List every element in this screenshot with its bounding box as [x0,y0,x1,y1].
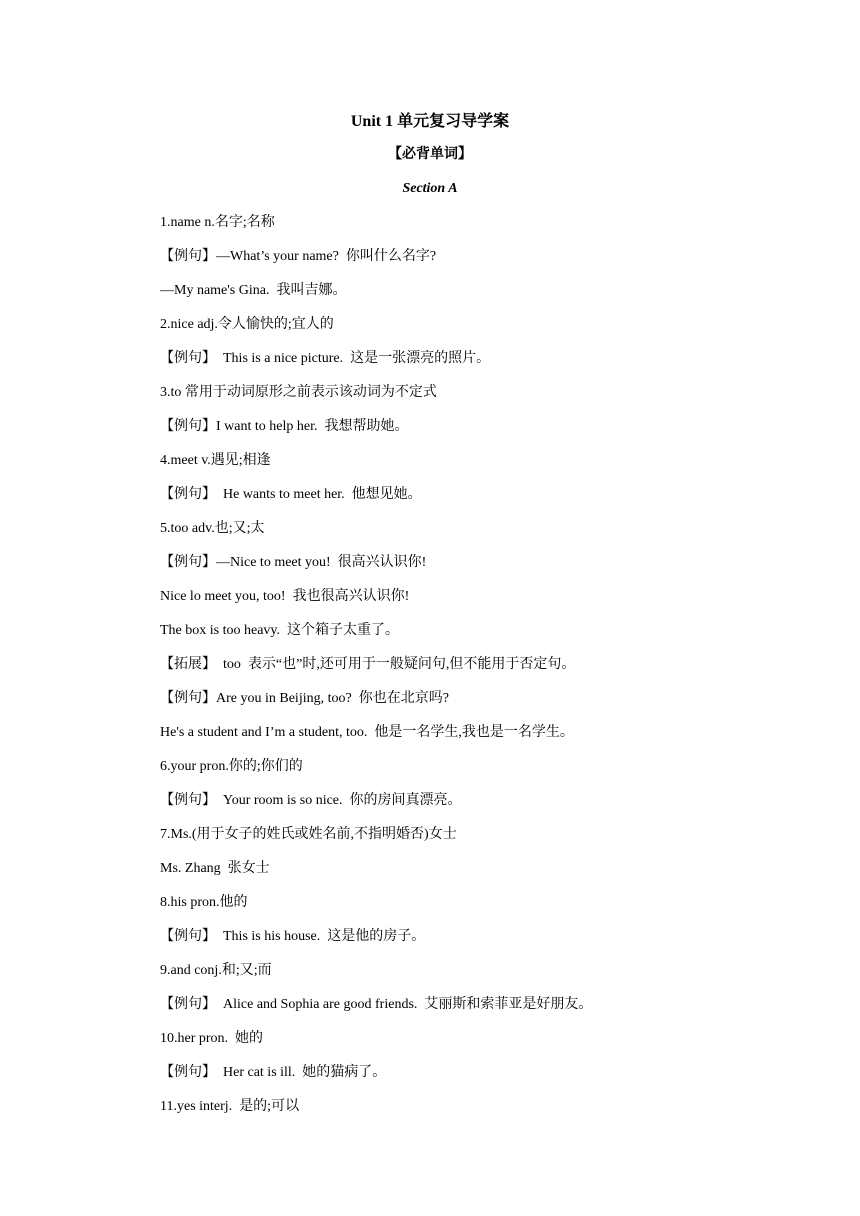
section-heading: Section A [402,181,458,196]
vocabulary-list [160,212,800,1130]
text-line: The box is too heavy. 这个箱子太重了。 [160,623,400,638]
text-line: 8.his pron.他的 [160,895,248,910]
text-line: 【例句】 This is his house. 这是他的房子。 [160,929,426,944]
text-line: 【例句】I want to help her. 我想帮助她。 [160,419,409,434]
text-line: He's a student and I’m a student, too. 他是一名学生,我也是一名学生。 [160,725,574,740]
text-line: 1.name n.名字;名称 [160,215,275,230]
text-line: 9.and conj.和;又;而 [160,963,272,978]
text-line: Ms. Zhang 张女士 [160,861,270,876]
text-line: 【例句】Are you in Beijing, too? 你也在北京吗? [160,691,449,706]
vocabulary-heading: 【必背单词】 [388,147,472,162]
text-line: 6.your pron.你的;你们的 [160,759,303,774]
text-line: 5.too adv.也;又;太 [160,521,265,536]
text-line: 3.to 常用于动词原形之前表示该动词为不定式 [160,385,437,400]
text-line: 【拓展】 too 表示“也”时,还可用于一般疑问句,但不能用于否定句。 [160,657,576,672]
text-line: 【例句】 He wants to meet her. 他想见她。 [160,487,422,502]
text-line: 【例句】 Your room is so nice. 你的房间真漂亮。 [160,793,462,808]
text-line: 10.her pron. 她的 [160,1031,264,1046]
text-line: 【例句】—What’s your name? 你叫什么名字? [160,249,437,264]
text-line: 4.meet v.遇见;相逢 [160,453,271,468]
document-title: Unit 1 单元复习导学案 [350,113,510,130]
text-line: 【例句】 Alice and Sophia are good friends. 艾丽斯和索菲亚是好朋友。 [160,997,593,1012]
text-line: Nice lo meet you, too! 我也很高兴认识你! [160,589,410,604]
text-line: 【例句】 This is a nice picture. 这是一张漂亮的照片。 [160,351,491,366]
text-line: —My name's Gina. 我叫吉娜。 [160,283,347,298]
text-line: 7.Ms.(用于女子的姓氏或姓名前,不指明婚否)女士 [160,827,457,842]
text-line: 【例句】 Her cat is ill. 她的猫病了。 [160,1065,387,1080]
text-line: 11.yes interj. 是的;可以 [160,1099,300,1114]
text-line: 2.nice adj.令人愉快的;宜人的 [160,317,334,332]
text-line: 【例句】—Nice to meet you! 很高兴认识你! [160,555,427,570]
